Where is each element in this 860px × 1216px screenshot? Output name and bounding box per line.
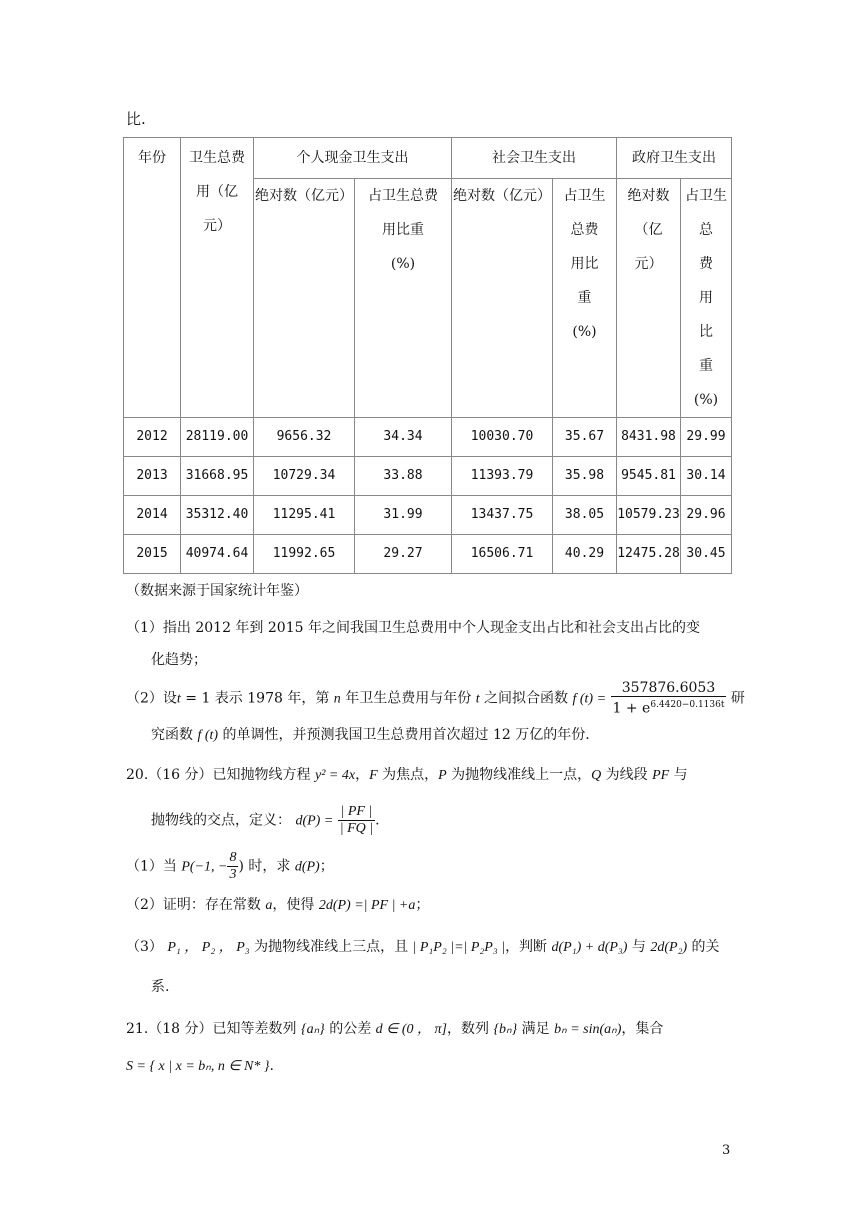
q20-part1: （1）当 P(−1, − $\frac{8}{3}$ ) 时，求 d(P)； — [126, 850, 334, 882]
table-row: 2012 28119.00 9656.32 34.34 10030.70 35.67 8431.98 29.99 — [124, 418, 732, 457]
table-row: 2013 31668.95 10729.34 33.88 11393.79 35.98 9545.81 30.14 — [124, 457, 732, 496]
header-total: 卫生总费 用（亿 元） — [181, 138, 254, 418]
data-source: （数据来源于国家统计年鉴） — [126, 583, 308, 599]
q20-part2: （2）证明：存在常数 a，使得 2d(P) =| PF | +a； — [126, 897, 430, 913]
table-row: 2015 40974.64 11992.65 29.27 16506.71 40.29 12475.28 30.45 — [124, 535, 732, 574]
q19-part2-line1: （2）设t = 1 表示 1978 年，第 n 年卫生总费用与年份 t 之间拟合函数 f (t) = $\frac{357876.6053}{1 + e^{6.4420-0.1136t}}$ 研 — [126, 680, 745, 717]
header-personal-abs: 绝对数（亿元） — [254, 179, 355, 418]
fit-function-fraction: $\frac{357876.6053}{1 + e^{6.4420-0.1136t}}$ — [612, 680, 725, 717]
q21-line2: S = { x | x = bₙ, n ∈ N* }. — [126, 1058, 274, 1074]
header-social-abs: 绝对数（亿元） — [452, 179, 553, 418]
header-gov: 政府卫生支出 — [617, 138, 732, 179]
header-year: 年份 — [124, 138, 181, 418]
q20-part3-line2: 系. — [151, 979, 170, 995]
intro-tail: 比. — [126, 110, 146, 128]
header-personal-share: 占卫生总费 用比重 (%) — [355, 179, 452, 418]
q20-part3-line1: （3） P₁ ， P₂ ， P₃ 为抛物线准线上三点，且 | P₁P₂ |=| P₂P₃ |，判断 d(P₁) + d(P₃) 与 2d(P₂) 的关 — [126, 939, 720, 955]
q19-part1-line1: （1）指出 2012 年到 2015 年之间我国卫生总费用中个人现金支出占比和社会支出占比的变 — [126, 620, 700, 636]
header-social: 社会卫生支出 — [452, 138, 617, 179]
header-social-share: 占卫生 总费 用比 重 (%) — [553, 179, 617, 418]
table-row: 2014 35312.40 11295.41 31.99 13437.75 38.05 10579.23 29.96 — [124, 496, 732, 535]
q20-line2: 抛物线的交点，定义： d(P) = $\frac{| PF |}{| FQ |}$ . — [151, 804, 380, 836]
health-expenditure-table — [123, 137, 732, 574]
d-definition-fraction: $\frac{| PF |}{| FQ |}$ — [339, 804, 374, 836]
header-personal: 个人现金卫生支出 — [254, 138, 452, 179]
q21-line1: 21.（18 分）已知等差数列 {aₙ} 的公差 d ∈ (0 ， π]，数列 {bₙ} 满足 bₙ = sin(aₙ)，集合 — [126, 1021, 664, 1037]
q19-part1-line2: 化趋势； — [151, 652, 207, 668]
q19-part2-line2: 究函数 f (t) 的单调性，并预测我国卫生总费用首次超过 12 万亿的年份. — [151, 727, 590, 743]
header-gov-share: 占卫生 总 费 用 比 重 (%) — [681, 179, 732, 418]
q20-line1: 20.（16 分）已知抛物线方程 y² = 4x，F 为焦点，P 为抛物线准线上一点，Q 为线段 PF 与 — [126, 767, 688, 783]
header-gov-abs: 绝对数 （亿 元） — [617, 179, 681, 418]
page-number: 3 — [722, 1143, 731, 1158]
